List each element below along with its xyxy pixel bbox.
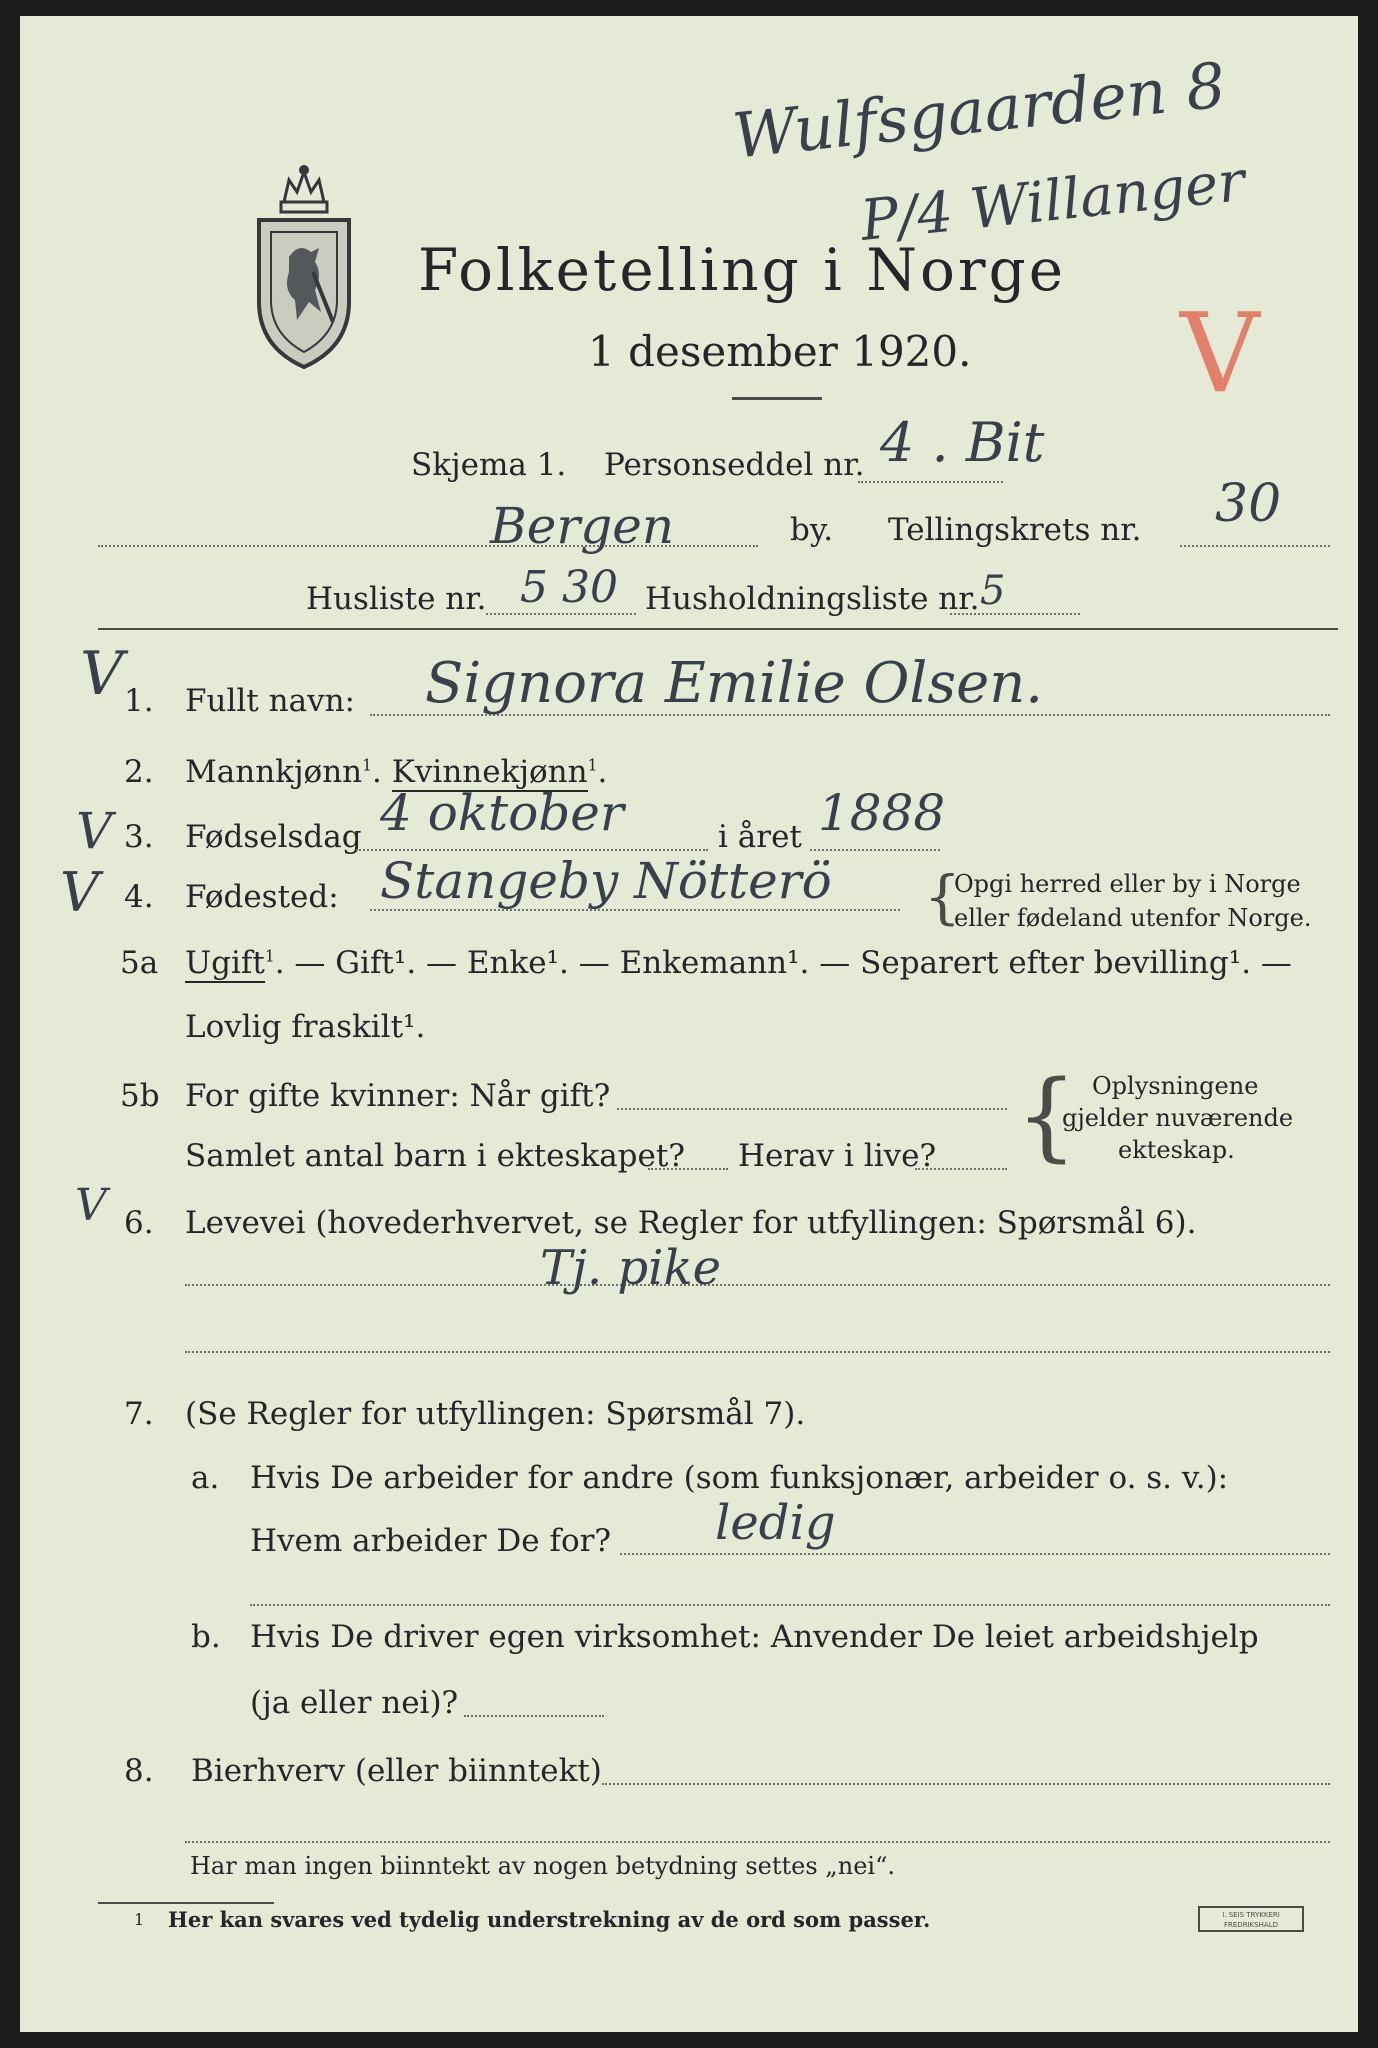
tellingskrets-value: 30: [1215, 474, 1282, 534]
q7b-letter: b.: [191, 1619, 221, 1655]
footnote-divider: [98, 1902, 274, 1904]
q7-number: 7.: [124, 1396, 154, 1432]
birth-place-value: Stangeby Nötterö: [380, 852, 832, 910]
q7a-line-1: [620, 1553, 1330, 1555]
q7b-label-1: Hvis De driver egen virksomhet: Anvender De leiet arbeidshjelp: [250, 1619, 1259, 1655]
husholdningsliste-label: Husholdningsliste nr.: [645, 581, 980, 617]
q5a-options: Ugift$^1$. — Gift¹. — Enke¹. — Enkemann¹. — Separert efter bevilling¹. —: [185, 945, 1292, 981]
q1-number: 1.: [124, 683, 154, 719]
tellingskrets-label: Tellingskrets nr.: [888, 512, 1142, 548]
q2-number: 2.: [124, 754, 154, 790]
norway-coat-of-arms-icon: [249, 162, 359, 372]
census-date: 1 desember 1920.: [588, 327, 972, 376]
tellingskrets-line: [1180, 545, 1330, 547]
husholdningsliste-value: 5: [980, 568, 1006, 614]
q2-mannkjonn: Mannkjønn: [185, 754, 363, 790]
q5b-brace: {: [1016, 1060, 1078, 1172]
q5b-label-1: For gifte kvinner: Når gift?: [185, 1078, 611, 1114]
q6-label: Levevei (hovederhvervet, se Regler for utfyllingen: Spørsmål 6).: [185, 1205, 1197, 1241]
personseddel-value: 4 . Bit: [880, 411, 1045, 474]
q4-brace: {: [924, 863, 961, 931]
q3-day-line: [356, 849, 708, 851]
q6-line-2: [185, 1351, 1330, 1353]
printer-stamp: [1198, 1906, 1304, 1932]
handwritten-address-1: Wulfsgaarden 8: [729, 48, 1229, 173]
q7a-line-2: [250, 1604, 1330, 1606]
red-check-mark: V: [1180, 289, 1260, 417]
employer-value: ledig: [715, 1495, 836, 1551]
q7-label: (Se Regler for utfyllingen: Spørsmål 7).: [185, 1396, 806, 1432]
q3-year-label: i året: [718, 819, 802, 855]
q7a-letter: a.: [191, 1460, 220, 1496]
census-form: [20, 16, 1358, 2032]
q5a-ugift: Ugift: [185, 945, 265, 981]
q4-note-1: Opgi herred eller by i Norge: [954, 870, 1301, 898]
note-nei: Har man ingen biinntekt av nogen betydning settes „nei“.: [190, 1852, 895, 1880]
q5a-rest: — Gift¹. — Enke¹. — Enkemann¹. — Separert efter bevilling¹. —: [294, 945, 1292, 981]
handwritten-address-2: P/4 Willanger: [857, 149, 1248, 254]
q5b-line-2: [648, 1168, 728, 1170]
printer-stamp-text: I. SEIS TRYKKERI FREDRIKSHALD: [1222, 1911, 1280, 1929]
q5b-note-1: Oplysningene: [1092, 1072, 1259, 1100]
q8-line-2: [185, 1841, 1330, 1843]
q5b-note-3: ekteskap.: [1118, 1136, 1235, 1164]
margin-tick-4: V: [60, 861, 99, 924]
by-label: by.: [790, 512, 834, 548]
form-title: Folketelling i Norge: [418, 236, 1067, 304]
q7b-label-2: (ja eller nei)?: [250, 1685, 459, 1721]
q2-label: Mannkjønn$^1$. Kvinnekjønn$^1$.: [185, 754, 608, 790]
q3-number: 3.: [124, 819, 154, 855]
q6-line-1: [185, 1284, 1330, 1286]
city-value: Bergen: [490, 497, 675, 555]
q3-year-line: [810, 849, 940, 851]
husliste-line: [486, 613, 636, 615]
husliste-label: Husliste nr.: [306, 581, 487, 617]
q5b-label-2: Samlet antal barn i ekteskapet?: [185, 1138, 685, 1174]
birth-day-value: 4 oktober: [380, 784, 624, 842]
title-divider: [732, 397, 822, 400]
q1-label: Fullt navn:: [185, 683, 355, 719]
q5b-label-3: Herav i live?: [738, 1138, 937, 1174]
q7a-label-1: Hvis De arbeider for andre (som funksjonær, arbeider o. s. v.):: [250, 1460, 1229, 1496]
q5b-line-3: [915, 1168, 1007, 1170]
q6-number: 6.: [124, 1205, 154, 1241]
husholdningsliste-line: [950, 613, 1080, 615]
q4-label: Fødested:: [185, 879, 339, 915]
header-divider: [98, 628, 1338, 630]
q7b-line: [464, 1715, 604, 1717]
q8-label: Bierhverv (eller biinntekt): [191, 1753, 602, 1789]
q4-number: 4.: [124, 879, 154, 915]
margin-tick-1: V: [80, 639, 124, 709]
footnote-text: Her kan svares ved tydelig understrekning av de ord som passer.: [168, 1907, 931, 1932]
birth-year-value: 1888: [818, 784, 946, 842]
q5a-number: 5a: [120, 945, 159, 981]
personseddel-label: Personseddel nr.: [604, 447, 865, 483]
q5b-number: 5b: [120, 1078, 160, 1114]
full-name-value: Signora Emilie Olsen.: [425, 651, 1044, 716]
margin-tick-3: V: [76, 802, 113, 860]
q3-label: Fødselsdag: [185, 819, 362, 855]
q4-note-2: eller fødeland utenfor Norge.: [954, 904, 1312, 932]
q5b-note-2: gjelder nuværende: [1062, 1104, 1294, 1132]
q5a-line2: Lovlig fraskilt¹.: [185, 1009, 426, 1045]
footnote-mark: 1: [134, 1910, 145, 1929]
occupation-value: Tj. pike: [540, 1240, 721, 1296]
q7a-label-2: Hvem arbeider De for?: [250, 1523, 612, 1559]
q8-number: 8.: [124, 1753, 154, 1789]
q8-line-1: [602, 1783, 1330, 1785]
q5b-line-1: [617, 1108, 1007, 1110]
personseddel-line: [858, 481, 1003, 483]
margin-tick-6: V: [75, 1180, 107, 1231]
skjema-label: Skjema 1.: [411, 447, 567, 483]
husliste-value: 5 30: [520, 562, 618, 613]
q2-kvinnekjonn: Kvinnekjønn: [391, 754, 588, 790]
